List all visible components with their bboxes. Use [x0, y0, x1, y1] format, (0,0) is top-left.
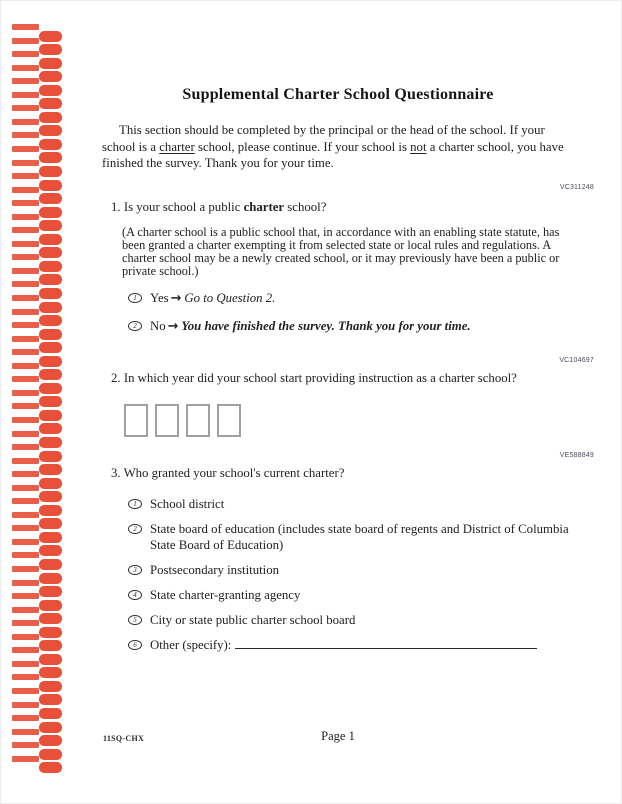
- timing-mark-pill: [39, 302, 62, 313]
- timing-mark-pill: [39, 505, 62, 516]
- timing-mark-bar: [12, 160, 39, 166]
- timing-mark-bar: [12, 132, 39, 138]
- timing-mark-pill: [39, 410, 62, 421]
- questionnaire-page: [102, 0, 594, 804]
- timing-mark-pill: [39, 71, 62, 82]
- timing-mark-bar: [12, 417, 39, 423]
- timing-mark-bar: [12, 607, 39, 613]
- timing-mark-pill: [39, 478, 62, 489]
- timing-mark-bar: [12, 376, 39, 382]
- intro-text-part2: school, please continue. If your school is: [194, 139, 411, 154]
- question-3-number: 3.: [111, 465, 121, 480]
- question-2-text: [102, 370, 574, 387]
- timing-mark-bar: [12, 363, 39, 369]
- timing-mark-pill: [39, 193, 62, 204]
- question-2-number: 2.: [111, 371, 121, 386]
- timing-mark-pill: [39, 383, 62, 394]
- timing-mark-bar: [12, 92, 39, 98]
- timing-mark-bar: [12, 227, 39, 233]
- timing-mark-pill: [39, 559, 62, 570]
- question-3-option-1: [102, 496, 574, 512]
- timing-mark-bar: [12, 146, 39, 152]
- timing-mark-pill: [39, 667, 62, 678]
- answer-bubble-q3-5[interactable]: 5: [128, 615, 142, 625]
- footer-page-number: Page 1: [321, 729, 355, 743]
- year-digit-box-1[interactable]: [124, 404, 148, 437]
- intro-text-part1: This section should be completed by the principal or the head of the school. If your school is a: [102, 123, 545, 154]
- question-1-text-before: Is your school a public: [123, 199, 244, 214]
- timing-mark-bar: [12, 295, 39, 301]
- timing-mark-pill: [39, 762, 62, 773]
- timing-mark-pill: [39, 166, 62, 177]
- timing-mark-bar: [12, 580, 39, 586]
- timing-mark-bar: [12, 647, 39, 653]
- timing-mark-bar: [12, 173, 39, 179]
- timing-mark-bar: [12, 729, 39, 735]
- timing-mark-pill: [39, 464, 62, 475]
- year-digit-box-3[interactable]: [186, 404, 210, 437]
- timing-mark-bar: [12, 444, 39, 450]
- timing-mark-pill: [39, 85, 62, 96]
- question-1-text-bold: charter: [243, 199, 285, 214]
- timing-mark-bar: [12, 105, 39, 111]
- timing-mark-pill: [39, 31, 62, 42]
- timing-mark-bar: [12, 187, 39, 193]
- arrow-icon: →: [167, 319, 179, 335]
- answer-bubble-q3-2[interactable]: 2: [128, 524, 142, 534]
- timing-mark-bar: [12, 702, 39, 708]
- year-digit-box-4[interactable]: [217, 404, 241, 437]
- question-1-code: VC311248: [559, 183, 594, 191]
- option-instruction-no: You have finished the survey. Thank you for your time.: [181, 319, 471, 334]
- option-label-city-state-board: City or state public charter school board: [150, 613, 356, 628]
- timing-mark-pill: [39, 586, 62, 597]
- timing-mark-pill: [39, 640, 62, 651]
- option-label-school-district: School district: [150, 497, 225, 512]
- question-3-option-5: [102, 612, 574, 628]
- option-label-charter-agency: State charter-granting agency: [150, 588, 301, 603]
- question-2-text-body: In which year did your school start providing instruction as a charter school?: [123, 371, 517, 386]
- timing-mark-bar: [12, 65, 39, 71]
- timing-mark-bar: [12, 38, 39, 44]
- arrow-icon: →: [170, 291, 182, 307]
- timing-mark-bar: [12, 24, 39, 30]
- timing-mark-bar: [12, 742, 39, 748]
- timing-mark-bar: [12, 281, 39, 287]
- question-1-option-no: [102, 318, 574, 335]
- timing-mark-bar: [12, 539, 39, 545]
- timing-mark-pill: [39, 722, 62, 733]
- timing-mark-bar: [12, 674, 39, 680]
- timing-mark-bar: [12, 485, 39, 491]
- option-label-other-specify: Other (specify):: [150, 638, 232, 653]
- year-entry-boxes: [124, 404, 574, 437]
- timing-mark-pill: [39, 369, 62, 380]
- timing-mark-pill: [39, 220, 62, 231]
- timing-mark-pill: [39, 315, 62, 326]
- timing-mark-bar: [12, 756, 39, 762]
- timing-mark-bar: [12, 349, 39, 355]
- timing-mark-bar: [12, 322, 39, 328]
- intro-paragraph: [102, 122, 574, 172]
- timing-mark-pill: [39, 274, 62, 285]
- timing-mark-bar: [12, 552, 39, 558]
- timing-mark-pill: [39, 112, 62, 123]
- timing-mark-pill: [39, 44, 62, 55]
- timing-mark-pill: [39, 654, 62, 665]
- timing-mark-pill: [39, 735, 62, 746]
- timing-mark-bar: [12, 336, 39, 342]
- timing-mark-pill: [39, 491, 62, 502]
- timing-mark-pill: [39, 396, 62, 407]
- timing-mark-pill: [39, 180, 62, 191]
- timing-mark-pill: [39, 694, 62, 705]
- timing-mark-bar: [12, 471, 39, 477]
- option-label-yes: Yes: [150, 291, 169, 306]
- timing-mark-pill: [39, 613, 62, 624]
- timing-mark-pill: [39, 139, 62, 150]
- intro-underlined-not: not: [410, 139, 427, 154]
- question-1-text: [102, 199, 574, 216]
- timing-mark-pill: [39, 98, 62, 109]
- timing-mark-pill: [39, 261, 62, 272]
- timing-mark-bar: [12, 390, 39, 396]
- question-2: [102, 357, 594, 437]
- timing-mark-bar: [12, 254, 39, 260]
- question-1-text-after: school?: [284, 199, 327, 214]
- timing-mark-bar: [12, 403, 39, 409]
- timing-mark-pill: [39, 532, 62, 543]
- timing-mark-bar: [12, 268, 39, 274]
- answer-bubble-q1-no[interactable]: 2: [128, 321, 142, 331]
- timing-mark-pill: [39, 152, 62, 163]
- timing-mark-bar: [12, 241, 39, 247]
- question-2-code: VC104697: [559, 357, 594, 365]
- timing-mark-pill: [39, 58, 62, 69]
- timing-mark-bar: [12, 51, 39, 57]
- intro-text-part3: a charter school, you have finished the survey. Thank you for your time.: [102, 139, 564, 171]
- timing-mark-pill: [39, 437, 62, 448]
- answer-bubble-q3-4[interactable]: 4: [128, 590, 142, 600]
- option-instruction-yes: Go to Question 2.: [184, 291, 276, 306]
- timing-mark-bar: [12, 309, 39, 315]
- timing-mark-bar: [12, 620, 39, 626]
- question-3-option-4: [102, 587, 574, 603]
- answer-bubble-q1-yes[interactable]: 1: [128, 293, 142, 303]
- option-label-postsecondary: Postsecondary institution: [150, 563, 280, 578]
- timing-mark-pill: [39, 451, 62, 462]
- question-3-option-2: [102, 521, 574, 553]
- timing-mark-pill: [39, 207, 62, 218]
- timing-mark-pill: [39, 600, 62, 611]
- form-title: Supplemental Charter School Questionnaire: [182, 86, 494, 103]
- timing-marks-strip: [0, 0, 70, 804]
- timing-mark-bar: [12, 525, 39, 531]
- timing-mark-bar: [12, 661, 39, 667]
- question-3-option-3: [102, 562, 574, 578]
- question-3-text: [102, 465, 574, 482]
- timing-mark-pill: [39, 681, 62, 692]
- question-3-code: VE588849: [559, 451, 594, 459]
- timing-mark-pill: [39, 356, 62, 367]
- timing-mark-bar: [12, 688, 39, 694]
- timing-mark-pill: [39, 125, 62, 136]
- footer-form-code: 11SQ-CHX: [103, 734, 145, 743]
- timing-mark-pill: [39, 573, 62, 584]
- answer-bubble-q3-3[interactable]: 3: [128, 565, 142, 575]
- timing-mark-bar: [12, 512, 39, 518]
- answer-bubble-q3-6[interactable]: 6: [128, 640, 142, 650]
- timing-mark-pill: [39, 749, 62, 760]
- option-label-state-board: State board of education (includes state board of regents and District of Columbia State Board of Education): [150, 522, 569, 553]
- timing-mark-pill: [39, 423, 62, 434]
- other-specify-blank[interactable]: [235, 637, 537, 649]
- intro-underlined-charter: charter: [159, 139, 195, 154]
- timing-mark-bar: [12, 634, 39, 640]
- answer-bubble-q3-1[interactable]: 1: [128, 499, 142, 509]
- timing-mark-pill: [39, 288, 62, 299]
- question-3-text-body: Who granted your school's current charter?: [123, 465, 345, 480]
- timing-mark-bar: [12, 431, 39, 437]
- question-1-note: (A charter school is a public school that, in accordance with an enabling state statute, has been granted a charter exempting it from selected state or local rules and regulations. A charter school may be a newly created school, or it may previously have been a public or private school.): [122, 225, 560, 279]
- question-1-option-yes: [102, 290, 574, 307]
- timing-mark-bar: [12, 200, 39, 206]
- timing-mark-bar: [12, 566, 39, 572]
- year-digit-box-2[interactable]: [155, 404, 179, 437]
- timing-mark-bar: [12, 78, 39, 84]
- option-label-no: No: [150, 319, 166, 334]
- timing-mark-pill: [39, 518, 62, 529]
- timing-mark-pill: [39, 234, 62, 245]
- question-3: [102, 451, 594, 654]
- timing-mark-pill: [39, 247, 62, 258]
- timing-mark-bar: [12, 458, 39, 464]
- timing-mark-pill: [39, 329, 62, 340]
- question-1: [102, 183, 594, 336]
- timing-mark-pill: [39, 627, 62, 638]
- timing-mark-bar: [12, 715, 39, 721]
- timing-mark-pill: [39, 342, 62, 353]
- timing-mark-bar: [12, 119, 39, 125]
- timing-mark-pill: [39, 545, 62, 556]
- timing-mark-bar: [12, 214, 39, 220]
- timing-mark-bar: [12, 593, 39, 599]
- timing-mark-bar: [12, 498, 39, 504]
- question-1-number: 1.: [111, 199, 121, 214]
- question-3-option-6: [102, 637, 574, 653]
- timing-mark-pill: [39, 708, 62, 719]
